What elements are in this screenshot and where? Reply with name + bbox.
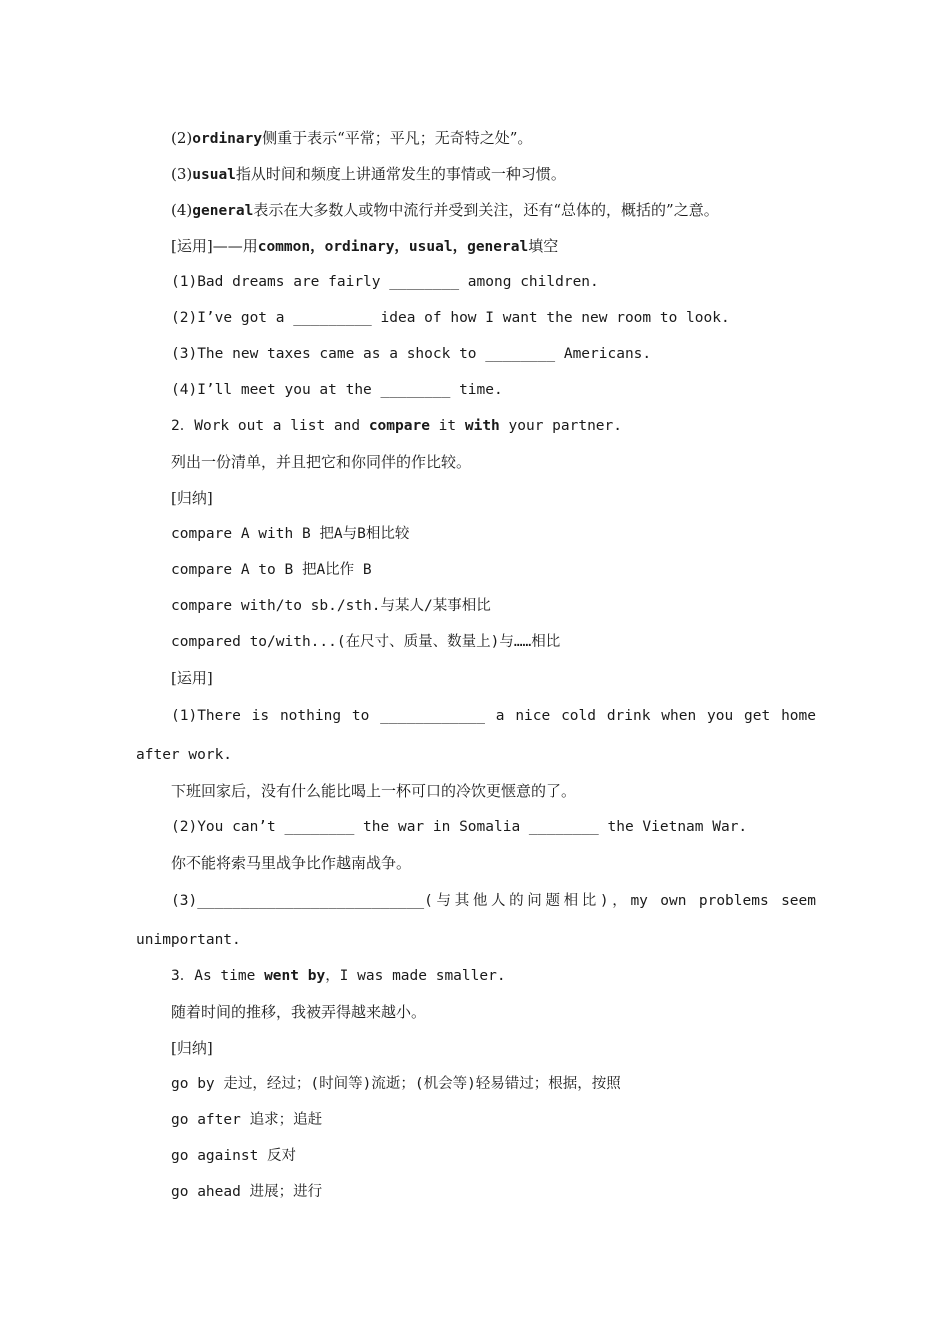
definition-text: 表示在大多数人或物中流行并受到关注，还有“总体的，概括的”之意。 — [253, 201, 719, 219]
exercise-item: (1)Bad dreams are fairly ________ among children. — [171, 274, 599, 290]
sentence-keyword: compare — [368, 418, 430, 434]
sentence-keyword: with — [464, 418, 500, 434]
keyword: ordinary — [192, 131, 263, 147]
apply-heading-prefix: [运用]——用 — [171, 237, 258, 255]
apply-heading-words: common，ordinary，usual，general — [257, 239, 529, 255]
exercise-item: (3)__________________________(与其他人的问题相比)，my own problems seem — [171, 893, 816, 909]
apply-heading-suffix: 填空 — [528, 237, 559, 255]
item-number: (3) — [171, 165, 193, 183]
sentence-part: it — [429, 418, 465, 434]
exercise-translation: 下班回家后，没有什么能比喝上一杯可口的冷饮更惬意的了。 — [171, 782, 577, 800]
sentence-part: ，I was made smaller. — [325, 968, 506, 984]
summary-item: compare with/to sb./sth.与某人/某事相比 — [171, 598, 491, 614]
exercise-item: (4)I’ll meet you at the ________ time. — [171, 382, 503, 398]
exercise-item-continuation: after work. — [136, 747, 233, 763]
sentence-part: 3．As time — [171, 968, 265, 984]
exercise-item: (3)The new taxes came as a shock to ________ Americans. — [171, 346, 652, 362]
summary-item: compare A with B 把A与B相比较 — [171, 526, 410, 542]
sentence-keyword: went by — [264, 968, 326, 984]
definition-text: 指从时间和频度上讲通常发生的事情或一种习惯。 — [235, 165, 566, 183]
summary-item: go after 追求；追赶 — [171, 1112, 323, 1128]
example-sentence — [136, 408, 816, 444]
apply-heading — [136, 228, 816, 264]
definition-usual — [136, 156, 816, 192]
example-sentence — [136, 958, 816, 994]
sentence-translation: 列出一份清单，并且把它和你同伴的作比较。 — [171, 453, 472, 471]
sentence-part: your partner. — [499, 418, 622, 434]
document-body — [136, 120, 816, 1210]
summary-heading: [归纳] — [171, 1039, 213, 1057]
item-number: (2) — [171, 129, 193, 147]
definition-ordinary — [136, 120, 816, 156]
definition-text: 侧重于表示“平常；平凡；无奇特之处”。 — [262, 129, 533, 147]
exercise-item: (1)There is nothing to ____________ a nice cold drink when you get home — [171, 708, 816, 724]
summary-item: go by 走过，经过；(时间等)流逝；(机会等)轻易错过；根据，按照 — [171, 1076, 621, 1092]
exercise-item-continuation: unimportant. — [136, 932, 241, 948]
sentence-translation: 随着时间的推移，我被弄得越来越小。 — [171, 1003, 427, 1021]
apply-heading: [运用] — [171, 669, 213, 687]
summary-item: go ahead 进展；进行 — [171, 1184, 323, 1200]
summary-item: compare A to B 把A比作 B — [171, 562, 372, 578]
keyword: usual — [192, 167, 236, 183]
summary-item: go against 反对 — [171, 1148, 297, 1164]
summary-heading: [归纳] — [171, 489, 213, 507]
definition-general — [136, 192, 816, 228]
keyword: general — [192, 203, 254, 219]
summary-item: compared to/with...(在尺寸、质量、数量上)与……相比 — [171, 634, 561, 650]
exercise-translation: 你不能将索马里战争比作越南战争。 — [171, 854, 412, 872]
exercise-item: (2)I’ve got a _________ idea of how I want the new room to look. — [171, 310, 730, 326]
sentence-part: 2．Work out a list and — [171, 418, 369, 434]
item-number: (4) — [171, 201, 193, 219]
exercise-item: (2)You can’t ________ the war in Somalia ________ the Vietnam War. — [171, 819, 748, 835]
